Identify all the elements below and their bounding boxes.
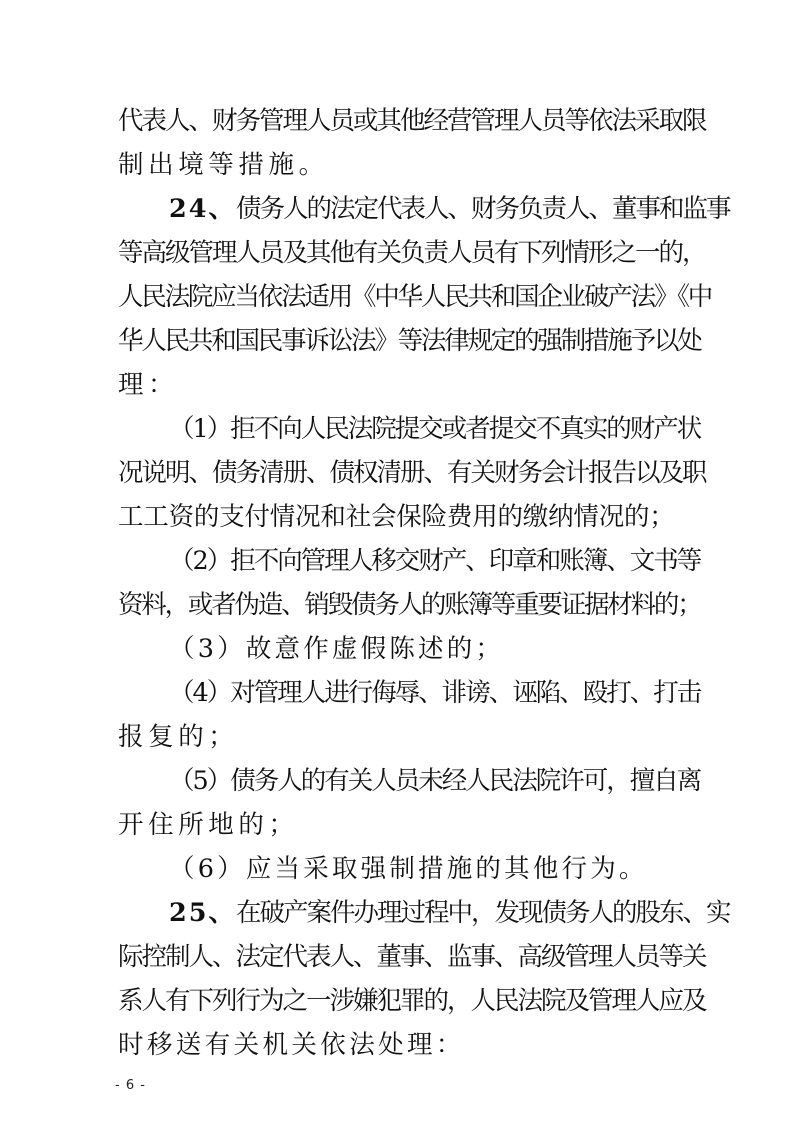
paragraph-line [0,629,793,673]
paragraph-line [0,101,793,145]
paragraph-line [0,365,793,409]
body-text: 开住所地的； [118,810,299,840]
body-text: 等高级管理人员及其他有关负责人员有下列情形之一的， [118,238,706,268]
body-text: 工工资的支付情况和社会保险费用的缴纳情况的； [118,502,675,532]
paragraph-line [0,805,793,849]
body-text: 时移送有关机关依法处理： [118,1030,465,1060]
body-text: 人民法院应当依法适用《中华人民共和国企业破产法》《中 [118,282,712,312]
clause-24-first-line [169,189,730,229]
list-item-5: （5）债务人的有关人员未经人民法院许可，擅自离 [169,766,701,796]
paragraph-line [0,893,793,937]
body-text: 债务人的法定代表人、财务负责人、董事和监事 [236,194,730,224]
paragraph-line [0,937,793,981]
body-text: 理： [118,370,179,400]
body-text: 况说明、债务清册、债权清册、有关财务会计报告以及职 [118,458,706,488]
body-text: 报复的； [118,722,239,752]
clause-25-first-line [169,893,730,933]
body-text: 系人有下列行为之一涉嫌犯罪的，人民法院及管理人应及 [118,986,706,1016]
paragraph-line [0,849,793,893]
paragraph-line [0,981,793,1025]
list-item-3: （3）故意作虚假陈述的； [169,634,505,664]
body-text: 在破产案件办理过程中，发现债务人的股东、实 [236,898,730,928]
paragraph-line [0,673,793,717]
list-item-2: （2）拒不向管理人移交财产、印章和账簿、文书等 [169,546,701,576]
list-item-1: （1）拒不向人民法院提交或者提交不真实的财产状 [169,414,701,444]
paragraph-line [0,233,793,277]
body-text: 制出境等措施。 [118,150,329,180]
paragraph-line [0,321,793,365]
body-text: 资料，或者伪造、销毁债务人的账簿等重要证据材料的； [118,590,701,620]
clause-number-25: 25、 [169,898,236,928]
list-item-6: （6）应当采取强制措施的其他行为。 [169,854,648,884]
list-item-4: （4）对管理人进行侮辱、诽谤、诬陷、殴打、打击 [169,678,701,708]
paragraph-line [0,497,793,541]
paragraph-line [0,1025,793,1069]
clause-number-24: 24、 [169,194,236,224]
paragraph-line [0,541,793,585]
page-number: - 6 - [115,1078,146,1093]
paragraph-line [0,145,793,189]
body-text: 华人民共和国民事诉讼法》等法律规定的强制措施予以处 [118,326,701,356]
paragraph-line [0,717,793,761]
paragraph-line [0,277,793,321]
paragraph-line [0,453,793,497]
paragraph-line [0,761,793,805]
paragraph-line [0,409,793,453]
body-text: 代表人、财务管理人员或其他经营管理人员等依法采取限 [118,106,706,136]
body-text: 际控制人、法定代表人、董事、监事、高级管理人员等关 [118,942,706,972]
paragraph-line [0,189,793,233]
paragraph-line [0,585,793,629]
